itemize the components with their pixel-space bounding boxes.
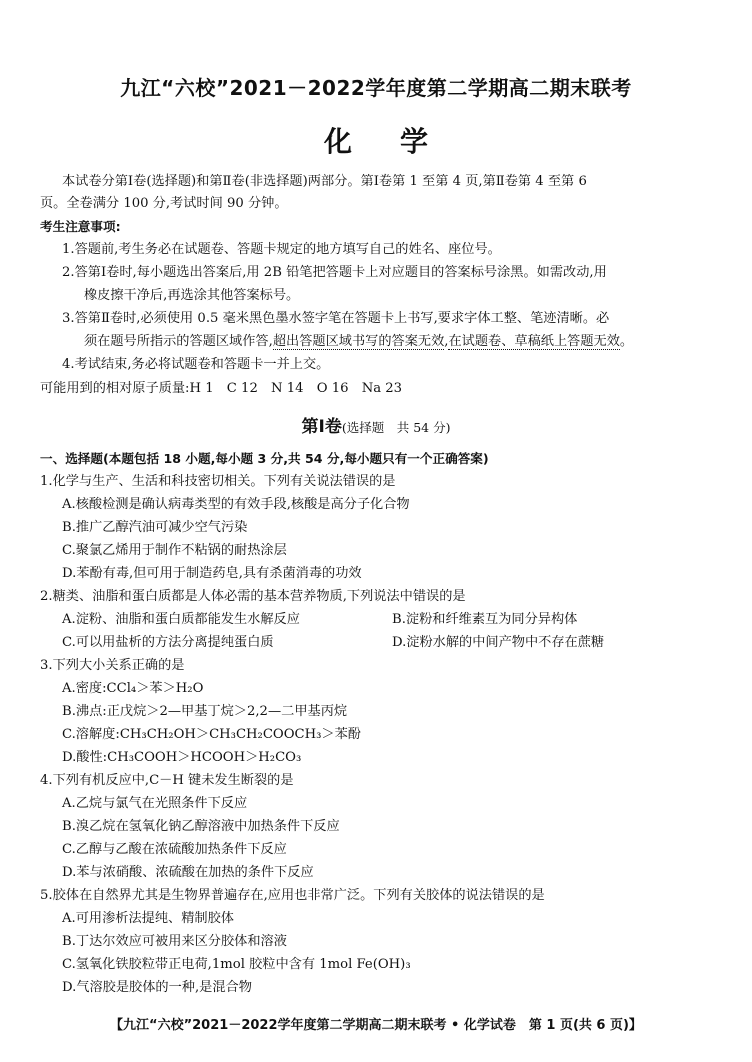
section-title: 第Ⅰ卷: [301, 417, 342, 437]
q3-option-a: A.密度:CCl₄＞苯＞H₂O: [62, 681, 204, 696]
q3-stem: 3.下列大小关系正确的是: [40, 658, 185, 673]
q1-option-c: C.聚氯乙烯用于制作不粘锅的耐热涂层: [62, 543, 287, 558]
q3-option-c: C.溶解度:CH₃CH₂OH＞CH₃CH₂COOCH₃＞苯酚: [62, 727, 361, 742]
q2-option-c: C.可以用盐析的方法分离提纯蛋白质: [62, 635, 274, 650]
notice-item-3: 3.答第Ⅱ卷时,必须使用 0.5 毫米黑色墨水签字笔在答题卡上书写,要求字体工整、笔迹清晰。必: [62, 311, 610, 326]
notice-item-4: 4.考试结束,务必将试题卷和答题卡一并上交。: [62, 357, 330, 372]
q5-stem: 5.胶体在自然界尤其是生物界普遍存在,应用也非常广泛。下列有关胶体的说法错误的是: [40, 888, 545, 903]
q4-stem: 4.下列有机反应中,C－H 键未发生断裂的是: [40, 773, 294, 788]
page-footer: 【九江“六校”2021－2022学年度第二学期高二期末联考 • 化学试卷 第 1 页(共 6 页)】: [110, 1018, 642, 1033]
q3-option-b: B.沸点:正戊烷＞2—甲基丁烷＞2,2—二甲基丙烷: [62, 704, 348, 719]
section-subtitle: (选择题 共 54 分): [341, 420, 451, 435]
q1-stem: 1.化学与生产、生活和科技密切相关。下列有关说法错误的是: [40, 474, 396, 489]
intro-line-2: 页。全卷满分 100 分,考试时间 90 分钟。: [40, 196, 288, 211]
q2-option-b: B.淀粉和纤维素互为同分异构体: [392, 612, 578, 627]
notice-item-1: 1.答题前,考生务必在试题卷、答题卡规定的地方填写自己的姓名、座位号。: [62, 242, 501, 257]
q1-option-a: A.核酸检测是确认病毒类型的有效手段,核酸是高分子化合物: [62, 497, 410, 512]
q4-option-a: A.乙烷与氯气在光照条件下反应: [62, 796, 248, 811]
notice-item-3-text: 须在题号所指示的答题区域作答,: [84, 334, 273, 349]
notice-item-3-comma: ,: [444, 334, 449, 349]
section-instruction: 一、选择题(本题包括 18 小题,每小题 3 分,共 54 分,每小题只有一个正确答案): [40, 451, 489, 466]
q1-option-b: B.推广乙醇汽油可减少空气污染: [62, 520, 248, 535]
q5-option-c: C.氢氧化铁胶粒带正电荷,1mol 胶粒中含有 1mol Fe(OH)₃: [62, 957, 411, 972]
notice-item-3-cont: [84, 332, 752, 352]
q3-option-d: D.酸性:CH₃COOH＞HCOOH＞H₂CO₃: [62, 750, 302, 765]
q2-stem: 2.糖类、油脂和蛋白质都是人体必需的基本营养物质,下列说法中错误的是: [40, 589, 466, 604]
notice-item-2-cont: 橡皮擦干净后,再选涂其他答案标号。: [84, 288, 300, 303]
q4-option-c: C.乙醇与乙酸在浓硫酸加热条件下反应: [62, 842, 287, 857]
q5-option-b: B.丁达尔效应可被用来区分胶体和溶液: [62, 934, 287, 949]
section-heading: [0, 412, 752, 437]
atomic-masses: 可能用到的相对原子质量:H 1 C 12 N 14 O 16 Na 23: [40, 381, 403, 396]
notice-heading: 考生注意事项:: [40, 219, 121, 234]
q1-option-d: D.苯酚有毒,但可用于制造药皂,具有杀菌消毒的功效: [62, 566, 362, 581]
notice-item-2: 2.答第Ⅰ卷时,每小题选出答案后,用 2B 铅笔把答题卡上对应题目的答案标号涂黑。如需改动,用: [62, 265, 607, 280]
q5-option-a: A.可用渗析法提纯、精制胶体: [62, 911, 234, 926]
subject-title: 化学: [323, 125, 476, 158]
notice-item-3-end: 。: [619, 334, 634, 349]
intro-line-1: 本试卷分第Ⅰ卷(选择题)和第Ⅱ卷(非选择题)两部分。第Ⅰ卷第 1 至第 4 页,第Ⅱ卷第 4 至第 6: [62, 174, 587, 189]
q5-option-d: D.气溶胶是胶体的一种,是混合物: [62, 980, 252, 995]
q2-option-d: D.淀粉水解的中间产物中不存在蔗糖: [392, 635, 605, 650]
emphasis-dotted-2: 在试题卷、草稿纸上答题无效: [448, 334, 620, 349]
exam-title: 九江“六校”2021－2022学年度第二学期高二期末联考: [120, 76, 632, 100]
q4-option-d: D.苯与浓硝酸、浓硫酸在加热的条件下反应: [62, 865, 314, 880]
q4-option-b: B.溴乙烷在氢氧化钠乙醇溶液中加热条件下反应: [62, 819, 340, 834]
q2-option-a: A.淀粉、油脂和蛋白质都能发生水解反应: [62, 612, 300, 627]
emphasis-dotted-1: 超出答题区域书写的答案无效: [272, 334, 445, 349]
